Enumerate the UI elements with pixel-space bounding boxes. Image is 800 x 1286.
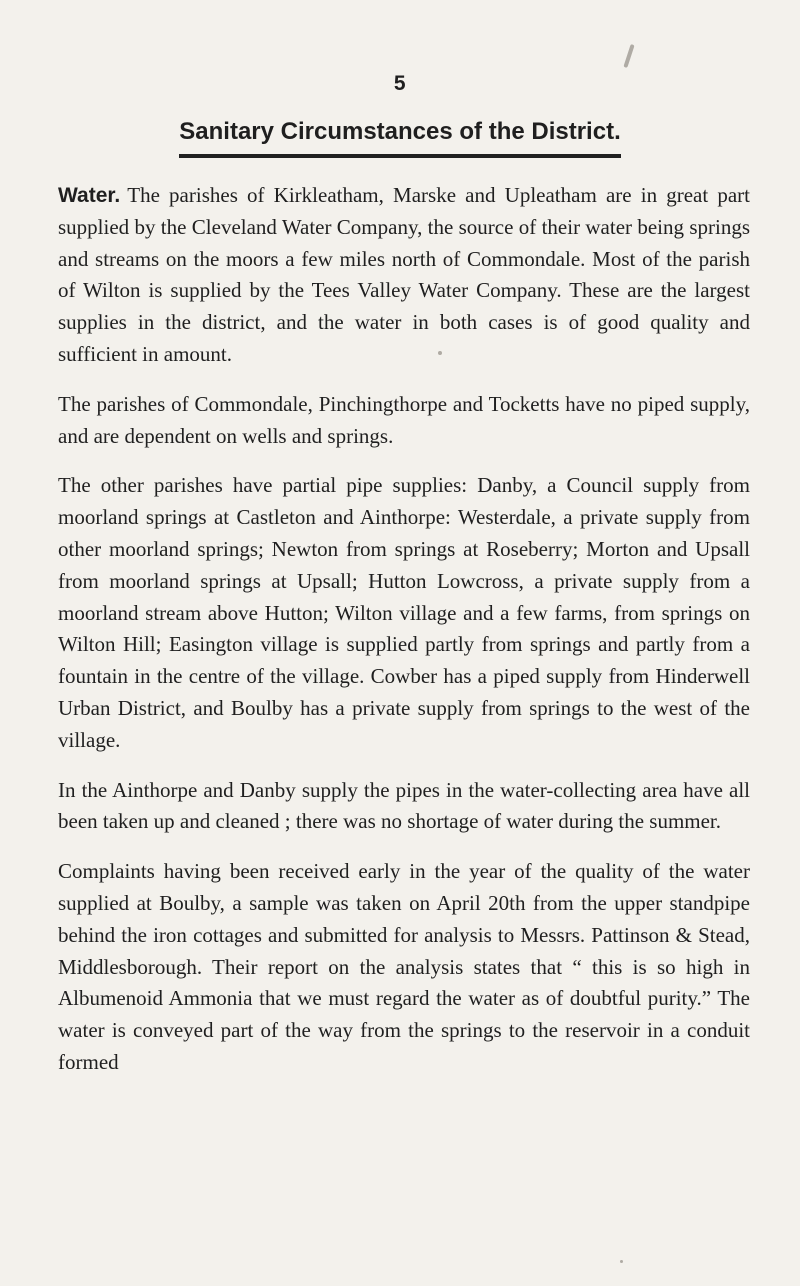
water-paragraph (58, 180, 750, 371)
page-number: 5 (393, 72, 407, 95)
complaints-paragraph (58, 856, 750, 1079)
paragraph-text: The other parishes have partial pipe supplies: Danby, a Council supply from moorland springs at Castleton and Ainthorpe: Westerdale, a private supply from other moorland springs; Newton from springs at Roseberry; Morton and Upsall from moorland springs at Upsall; Hutton Lowcross, a private supply from a moorland stream above Hutton; Wilton village and a few farms, from springs on Wilton Hill; Easington village is supplied partly from springs and partly from a fountain in the centre of the village. Cowber has a piped supply from Hinderwell Urban District, and Boulby has a private supply from springs to the west of the village. (58, 473, 750, 752)
page-mark (623, 44, 634, 68)
heading-wrap (0, 116, 800, 158)
page-mark (620, 1260, 623, 1263)
body-text (58, 180, 750, 1097)
wells-springs-paragraph (58, 389, 750, 453)
ainthorpe-danby-paragraph (58, 775, 750, 839)
pipe-supplies-paragraph (58, 470, 750, 756)
paragraph-text: The parishes of Commondale, Pinchingthorpe and Tocketts have no piped supply, and are dependent on wells and springs. (58, 391, 750, 448)
section-lead: Water. (58, 184, 121, 207)
paragraph-text: In the Ainthorpe and Danby supply the pipes in the water-collecting area have all been taken up and cleaned ; there was no shortage of water during the summer. (58, 777, 750, 834)
page-title: Sanitary Circumstances of the District. (179, 116, 620, 158)
paragraph-text: The parishes of Kirkleatham, Marske and Upleatham are in great part supplied by the Cleveland Water Company, the source of their water being springs and streams on the moors a few miles north of Commondale. Most of the parish of Wilton is supplied by the Tees Valley Water Company. These are the largest supplies in the district, and the water in both cases is of good quality and sufficient in amount. (58, 183, 750, 366)
paragraph-text: Complaints having been received early in the year of the quality of the water supplied at Boulby, a sample was taken on April 20th from the upper standpipe behind the iron cottages and submitted for analysis to Messrs. Pattinson & Stead, Middlesborough. Their report on the analysis states that “ this is so high in Albumenoid Ammonia that we must regard the water as of doubtful purity.” The water is conveyed part of the way from the springs to the reservoir in a conduit formed (58, 859, 750, 1074)
